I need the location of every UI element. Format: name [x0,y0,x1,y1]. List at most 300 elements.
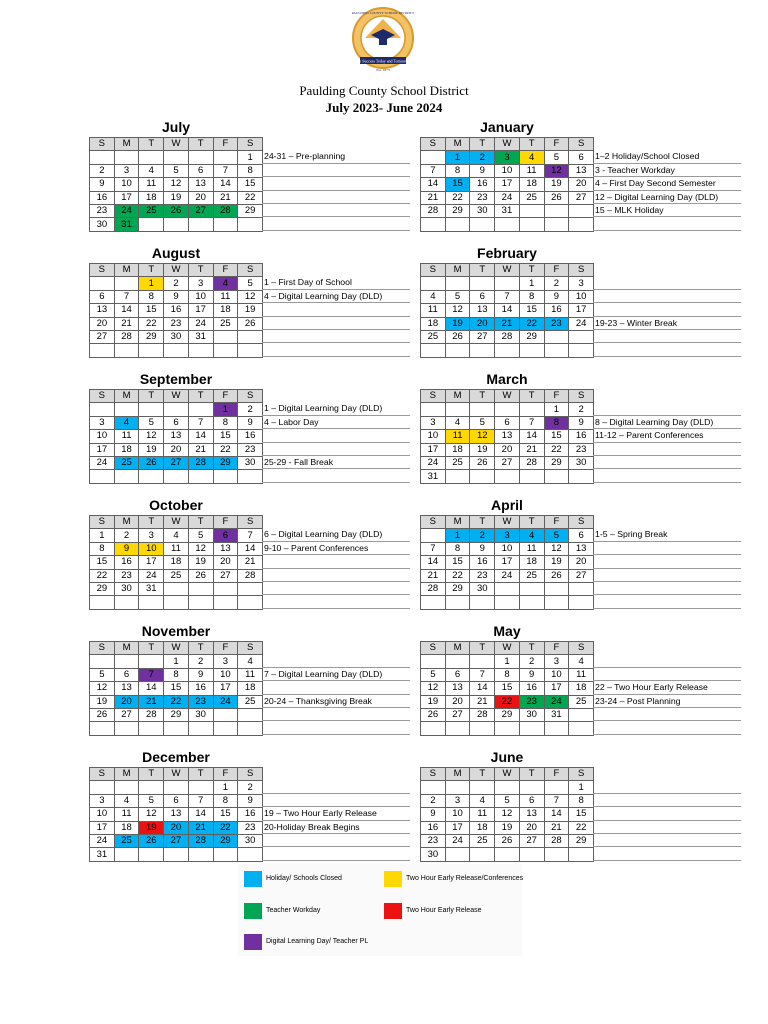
day-cell: 27 [445,708,470,721]
empty-cell [445,344,470,357]
day-cell: 31 [188,330,213,343]
month-grid [420,767,594,862]
empty-cell [470,722,495,735]
weekday-header: S [421,516,446,529]
day-cell: 16 [114,556,139,569]
week-row [421,582,594,595]
day-cell: 22 [519,317,544,330]
empty-cell [470,848,495,861]
day-cell: 20 [213,556,238,569]
empty-cell [90,722,115,735]
weekday-header: T [139,138,164,151]
month-notes [262,654,410,734]
event-note [593,443,741,456]
day-cell: 13 [569,542,594,555]
event-note [593,217,741,230]
day-cell: 19 [544,556,569,569]
event-note [262,330,410,343]
empty-cell [213,470,238,483]
day-cell: 27 [114,708,139,721]
month-notes [262,402,410,482]
empty-cell [421,655,446,668]
weekday-header: W [164,768,189,781]
day-cell: 11 [470,808,495,821]
month-june [420,748,594,862]
week-row [90,781,263,794]
empty-cell [90,403,115,416]
event-note [262,569,410,582]
day-cell: 18 [569,682,594,695]
day-cell: 8 [569,794,594,807]
day-cell: 11 [114,430,139,443]
day-cell: 31 [114,218,139,231]
empty-cell [421,722,446,735]
day-cell: 1 [213,781,238,794]
day-cell: 17 [90,821,115,834]
day-cell: 4 [114,794,139,807]
empty-cell [569,596,594,609]
empty-cell [213,151,238,164]
day-cell: 27 [519,834,544,847]
day-cell: 7 [544,794,569,807]
day-cell: 12 [421,682,446,695]
event-note: 22 – Two Hour Early Release [593,681,741,694]
day-cell: 16 [238,430,263,443]
empty-cell [569,470,594,483]
event-note: 3 - Teacher Workday [593,164,741,177]
day-cell: 23 [164,317,189,330]
empty-cell [421,529,446,542]
weekday-header: W [495,642,520,655]
event-note [593,330,741,343]
weekday-header: S [421,390,446,403]
week-row [90,834,263,847]
day-cell: 9 [470,164,495,177]
empty-cell [114,151,139,164]
week-row [421,164,594,177]
day-cell: 10 [139,542,164,555]
day-cell: 20 [569,178,594,191]
month-november [89,622,263,736]
day-cell: 10 [421,430,446,443]
day-cell: 25 [445,456,470,469]
day-cell: 4 [213,277,238,290]
day-cell: 8 [445,164,470,177]
empty-cell [114,344,139,357]
day-cell: 6 [213,529,238,542]
week-row [90,277,263,290]
event-note: 7 – Digital Learning Day (DLD) [262,668,410,681]
day-cell: 30 [164,330,189,343]
day-cell: 10 [544,668,569,681]
month-title: July [161,119,190,135]
empty-cell [188,781,213,794]
day-cell: 16 [470,178,495,191]
day-cell: 4 [164,529,189,542]
weekday-header: F [213,390,238,403]
event-note [262,721,410,734]
event-note [593,303,741,316]
day-cell: 24 [188,317,213,330]
day-cell: 11 [238,668,263,681]
day-cell: 7 [495,290,520,303]
month-grid [89,515,263,610]
day-cell: 23 [90,204,115,217]
day-cell: 22 [213,443,238,456]
day-cell: 23 [569,443,594,456]
day-cell: 16 [90,191,115,204]
day-cell: 22 [445,569,470,582]
week-row [421,277,594,290]
day-cell: 26 [139,456,164,469]
day-cell: 4 [519,151,544,164]
day-cell: 7 [421,164,446,177]
day-cell: 3 [544,655,569,668]
day-cell: 27 [164,456,189,469]
day-cell: 31 [544,708,569,721]
weekday-header: S [238,768,263,781]
empty-cell [90,151,115,164]
day-cell: 30 [114,582,139,595]
weekday-header: S [421,264,446,277]
empty-cell [238,218,263,231]
empty-cell [90,470,115,483]
empty-cell [544,470,569,483]
month-september [89,370,263,484]
week-row [421,204,594,217]
event-note: 20-Holiday Break Begins [262,821,410,834]
empty-cell [569,330,594,343]
weekday-header: S [569,642,594,655]
week-row [421,191,594,204]
month-notes [593,654,741,734]
day-cell: 9 [188,668,213,681]
day-cell: 8 [213,794,238,807]
day-cell: 26 [470,456,495,469]
event-note [593,807,741,820]
day-cell: 18 [114,443,139,456]
weekday-header: F [544,768,569,781]
week-row [90,178,263,191]
empty-cell [544,781,569,794]
week-row [90,416,263,429]
day-cell: 8 [519,290,544,303]
day-cell: 30 [421,848,446,861]
empty-cell [445,596,470,609]
weekday-header: S [238,642,263,655]
day-cell: 14 [470,682,495,695]
event-note [593,555,741,568]
day-cell: 28 [188,834,213,847]
weekday-header: S [569,390,594,403]
event-note [593,402,741,415]
weekday-header: F [213,516,238,529]
day-cell: 4 [569,655,594,668]
day-cell: 19 [495,821,520,834]
day-cell: 7 [139,668,164,681]
day-cell: 1 [164,655,189,668]
week-row [421,430,594,443]
empty-cell [544,344,569,357]
day-cell: 10 [569,290,594,303]
day-cell: 26 [90,708,115,721]
day-cell: 2 [470,151,495,164]
day-cell: 29 [445,204,470,217]
event-note [262,708,410,721]
day-cell: 17 [139,556,164,569]
day-cell: 25 [569,695,594,708]
weekday-header: M [114,138,139,151]
empty-cell [114,655,139,668]
weekday-header: F [544,642,569,655]
empty-cell [139,722,164,735]
day-cell: 2 [519,655,544,668]
weekday-header: T [188,768,213,781]
weekday-header: F [544,138,569,151]
empty-cell [164,403,189,416]
day-cell: 12 [495,808,520,821]
empty-cell [569,708,594,721]
day-cell: 16 [421,821,446,834]
month-title: August [151,245,201,261]
empty-cell [445,655,470,668]
weekday-header: F [213,768,238,781]
day-cell: 14 [238,542,263,555]
week-row [90,470,263,483]
day-cell: 2 [544,277,569,290]
legend-swatch [244,903,262,919]
day-cell: 22 [164,695,189,708]
empty-cell [188,582,213,595]
week-row [421,821,594,834]
day-cell: 2 [470,529,495,542]
empty-cell [238,708,263,721]
month-grid [420,389,594,484]
empty-cell [114,403,139,416]
day-cell: 16 [470,556,495,569]
empty-cell [569,218,594,231]
day-cell: 6 [470,290,495,303]
empty-cell [470,344,495,357]
day-cell: 8 [139,290,164,303]
weekday-header: T [188,390,213,403]
day-cell: 17 [544,682,569,695]
day-cell: 25 [238,695,263,708]
month-title: April [491,497,523,513]
weekday-header: W [495,768,520,781]
day-cell: 9 [238,416,263,429]
day-cell: 3 [90,794,115,807]
day-cell: 25 [470,834,495,847]
month-title: March [486,371,528,387]
day-cell: 8 [238,164,263,177]
weekday-header: S [90,390,115,403]
day-cell: 27 [495,456,520,469]
day-cell: 25 [519,191,544,204]
day-cell: 16 [569,430,594,443]
logo-est: Est. 1873 [376,68,390,72]
week-row [421,416,594,429]
week-row [421,218,594,231]
month-notes [593,276,741,356]
day-cell: 4 [470,794,495,807]
event-note: 25-29 - Fall Break [262,456,410,469]
day-cell: 28 [139,708,164,721]
day-cell: 5 [139,794,164,807]
day-cell: 11 [139,178,164,191]
month-grid [89,389,263,484]
day-cell: 2 [188,655,213,668]
day-cell: 3 [188,277,213,290]
empty-cell [544,848,569,861]
day-cell: 9 [238,794,263,807]
weekday-header: T [188,138,213,151]
month-october [89,496,263,610]
event-note: 1 – Digital Learning Day (DLD) [262,402,410,415]
day-cell: 8 [495,668,520,681]
week-row [421,596,594,609]
event-note [262,164,410,177]
legend [238,864,522,956]
day-cell: 22 [544,443,569,456]
empty-cell [495,277,520,290]
day-cell: 4 [421,290,446,303]
empty-cell [213,582,238,595]
weekday-header: S [90,516,115,529]
day-cell: 16 [544,304,569,317]
week-row [90,403,263,416]
day-cell: 23 [238,821,263,834]
day-cell: 9 [544,290,569,303]
day-cell: 9 [90,178,115,191]
day-cell: 2 [238,403,263,416]
week-row [90,655,263,668]
empty-cell [114,781,139,794]
day-cell: 29 [213,834,238,847]
day-cell: 5 [164,164,189,177]
day-cell: 17 [495,178,520,191]
week-row [421,695,594,708]
day-cell: 9 [114,542,139,555]
day-cell: 23 [470,191,495,204]
day-cell: 19 [139,443,164,456]
event-note [262,303,410,316]
day-cell: 15 [445,178,470,191]
week-row [421,443,594,456]
month-notes [262,150,410,230]
weekday-header: T [188,264,213,277]
day-cell: 22 [90,569,115,582]
day-cell: 25 [114,834,139,847]
empty-cell [495,722,520,735]
day-cell: 26 [421,708,446,721]
day-cell: 17 [213,682,238,695]
day-cell: 29 [139,330,164,343]
day-cell: 3 [114,164,139,177]
weekday-header: F [544,516,569,529]
day-cell: 30 [188,708,213,721]
day-cell: 27 [90,330,115,343]
day-cell: 1 [495,655,520,668]
day-cell: 13 [188,178,213,191]
day-cell: 20 [470,317,495,330]
day-cell: 18 [519,178,544,191]
empty-cell [519,403,544,416]
event-note [262,204,410,217]
empty-cell [139,344,164,357]
day-cell: 5 [139,416,164,429]
weekday-header: W [164,264,189,277]
weekday-header: T [470,516,495,529]
month-april [420,496,594,610]
week-row [90,344,263,357]
month-grid [89,767,263,862]
day-cell: 10 [114,178,139,191]
day-cell: 20 [519,821,544,834]
day-cell: 24 [544,695,569,708]
day-cell: 17 [495,556,520,569]
event-note [593,708,741,721]
empty-cell [519,848,544,861]
day-cell: 29 [544,456,569,469]
day-cell: 21 [188,443,213,456]
day-cell: 13 [470,304,495,317]
day-cell: 9 [569,416,594,429]
month-notes [262,528,410,608]
empty-cell [445,403,470,416]
day-cell: 19 [238,304,263,317]
day-cell: 22 [445,191,470,204]
day-cell: 15 [495,682,520,695]
day-cell: 23 [544,317,569,330]
day-cell: 1 [445,529,470,542]
week-row [90,695,263,708]
empty-cell [188,470,213,483]
day-cell: 21 [495,317,520,330]
day-cell: 13 [519,808,544,821]
day-cell: 24 [139,569,164,582]
week-row [90,151,263,164]
day-cell: 15 [519,304,544,317]
day-cell: 15 [544,430,569,443]
empty-cell [164,218,189,231]
day-cell: 21 [114,317,139,330]
day-cell: 6 [569,151,594,164]
week-row [90,582,263,595]
weekday-header: S [421,768,446,781]
day-cell: 26 [445,330,470,343]
weekday-header: T [188,516,213,529]
weekday-header: T [470,390,495,403]
day-cell: 5 [188,529,213,542]
legend-label: Digital Learning Day/ Teacher PL [266,938,369,945]
event-note [262,443,410,456]
event-note [593,456,741,469]
month-notes [593,780,741,860]
day-cell: 27 [164,834,189,847]
legend-swatch [244,934,262,950]
day-cell: 17 [188,304,213,317]
empty-cell [445,277,470,290]
weekday-header: S [238,138,263,151]
day-cell: 19 [164,191,189,204]
event-note: 1-5 – Spring Break [593,528,741,541]
day-cell: 10 [90,808,115,821]
day-cell: 19 [188,556,213,569]
event-note: 9-10 – Parent Conferences [262,542,410,555]
day-cell: 29 [164,708,189,721]
event-note [262,555,410,568]
